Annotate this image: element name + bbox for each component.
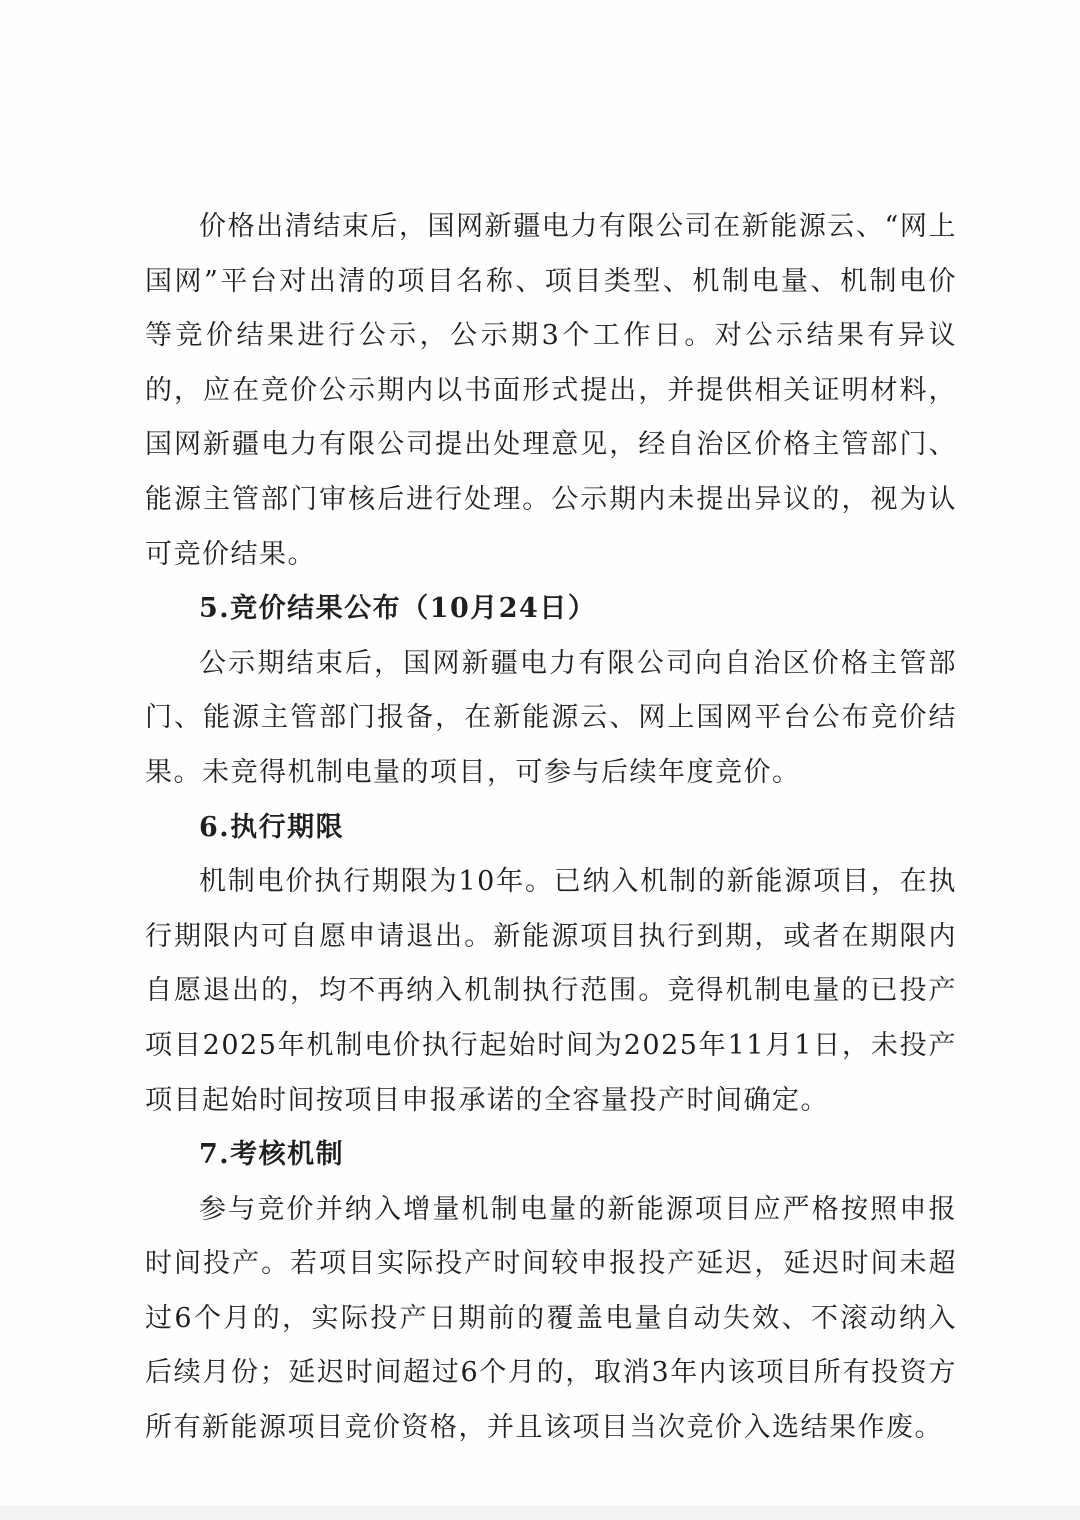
section-heading-7: 7.考核机制: [199, 1139, 345, 1171]
section-heading-6: 6.执行期限: [199, 811, 345, 843]
section-body-6: 机制电价执行期限为10年。已纳入机制的新能源项目，在执行期限内可自愿申请退出。新能源项目执行到期，或者在期限内自愿退出的，均不再纳入机制执行范围。竞得机制电量的已投产项目2025年机制电价执行起始时间为2025年11月1日，未投产项目起始时间按项目申报承诺的全容量投产时间确定。: [145, 866, 957, 1116]
intro-paragraph: 价格出清结束后，国网新疆电力有限公司在新能源云、“网上国网”平台对出清的项目名称、项目类型、机制电量、机制电价等竞价结果进行公示，公示期3个工作日。对公示结果有异议的，应在竞价公示期内以书面形式提出，并提供相关证明材料，国网新疆电力有限公司提出处理意见，经自治区价格主管部门、能源主管部门审核后进行处理。公示期内未提出异议的，视为认可竞价结果。: [145, 211, 957, 570]
document-body: [145, 200, 957, 1456]
section-body-7: 参与竞价并纳入增量机制电量的新能源项目应严格按照申报时间投产。若项目实际投产时间较申报投产延迟，延迟时间未超过6个月的，实际投产日期前的覆盖电量自动失效、不滚动纳入后续月份；延迟时间超过6个月的，取消3年内该项目所有投资方所有新能源项目竞价资格，并且该项目当次竞价入选结果作废。: [145, 1193, 957, 1444]
section-body-5: 公示期结束后，国网新疆电力有限公司向自治区价格主管部门、能源主管部门报备，在新能源云、网上国网平台公布竞价结果。未竞得机制电量的项目，可参与后续年度竞价。: [145, 647, 957, 788]
scan-bottom-edge: [0, 1506, 1080, 1520]
section-heading-5: 5.竞价结果公布（10月24日）: [199, 593, 597, 625]
